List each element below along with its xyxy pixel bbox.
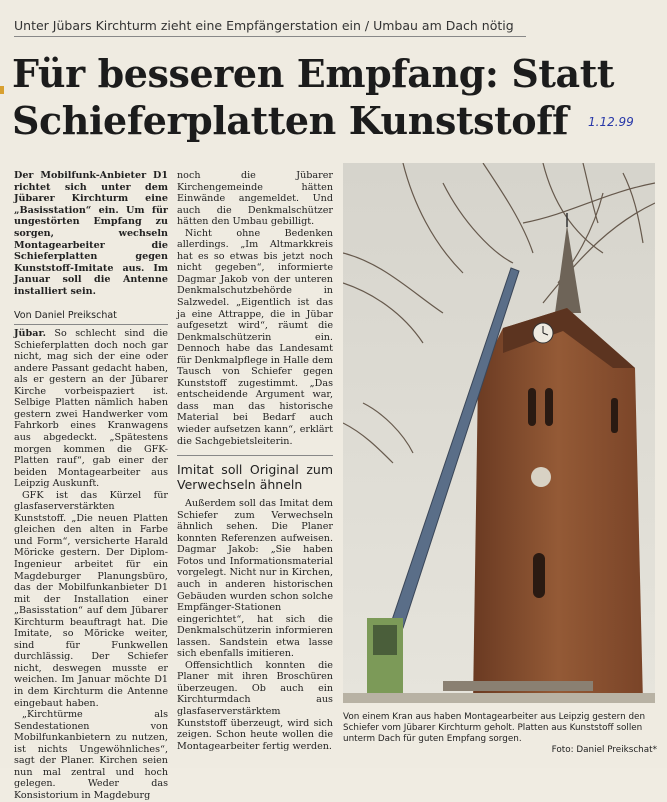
body-paragraph: noch die Jübarer Kirchengemeinde hätten Einwände angemeldet. Und auch die Denkmalschützer hätten den Umbau gebilligt. bbox=[177, 170, 333, 228]
headline-line-2: Schieferplatten Kunststoff bbox=[12, 98, 569, 143]
handwritten-date: 1.12.99 bbox=[588, 115, 634, 129]
body-paragraph: „Kirchtürme als Sendestationen von Mobilfunkanbietern zu nutzen, ist nichts Ungewöhnliches“, sagt der Planer. Kirchen seien nun mal zentral und hoch gelegen. Weder das Konsistorium in Magdeburg bbox=[14, 709, 168, 801]
body-paragraph bbox=[14, 328, 168, 490]
article-column-1 bbox=[14, 170, 168, 802]
photo-credit: Foto: Daniel Preikschat* bbox=[551, 745, 657, 755]
byline: Von Daniel Preikschat bbox=[14, 310, 168, 326]
headline bbox=[12, 50, 652, 144]
headline-line-1: Für besseren Empfang: Statt bbox=[12, 51, 615, 96]
church-tower-photo bbox=[343, 163, 655, 703]
photo-illustration bbox=[343, 163, 655, 703]
photo-caption bbox=[343, 712, 657, 756]
lead-paragraph: Der Mobilfunk-Anbieter D1 richtet sich unter dem Jübarer Kirchturm eine „Basisstation“ ein. Um für ungestörten Empfang zu sorgen, wechseln Montagearbeiter die Schieferplatten gegen Kunststoff-Imitate aus. Im Januar soll die Antenne installiert sein. bbox=[14, 170, 168, 297]
edge-marker bbox=[0, 86, 4, 94]
article-column-2 bbox=[177, 170, 333, 752]
body-paragraph: GFK ist das Kürzel für glasfaserverstärkten Kunststoff. „Die neuen Platten gleichen den alten in Farbe und Form“, versicherte Harald Möricke gestern. Der Diplom-Ingenieur arbeitet für ein Magdeburger Planungsbüro, das der Mobilfunkanbieter D1 mit der Installation einer „Basisstation“ auf dem Jübarer Kirchturm beauftragt hat. Die Imitate, so Möricke weiter, sind für Funkwellen durchlässig. Der Schiefer nicht, deswegen musste er weichen. Im Januar möchte D1 in dem Kirchturm die Antenne eingebaut haben. bbox=[14, 489, 168, 709]
body-paragraph: Außerdem soll das Imitat dem Schiefer zum Verwechseln ähnlich sehen. Die Planer konnten Referenzen aufweisen. Dagmar Jakob: „Sie haben Fotos und Informationsmaterial vorgelegt. Nicht nur in Kirchen, auch in anderen historischen Gebäuden wurden schon solche Empfänger-Stationen eingerichtet“, hat sich die Denkmalschützerin informieren lassen. Sandstein etwa lasse sich ebenfalls imitieren. bbox=[177, 498, 333, 660]
dateline-place: Jübar. bbox=[14, 328, 46, 340]
caption-text: Von einem Kran aus haben Montagearbeiter aus Leipzig gestern den Schiefer vom Jübarer Kirchturm geholt. Platten aus Kunststoff sollen unterm Dach für guten Empfang sorgen. bbox=[343, 712, 646, 744]
subheading: Imitat soll Original zum Verwechseln ähneln bbox=[177, 455, 333, 492]
body-paragraph: Nicht ohne Bedenken allerdings. „Im Altmarkkreis hat es so etwas bis jetzt noch nicht gegeben“, informierte Dagmar Jakob von der unteren Denkmalschutzbehörde in Salzwedel. „Eigentlich ist das ja eine Attrappe, die in Jübar aufgesetzt wird“, räumt die Denkmalschützerin ein. Dennoch habe das Landesamt für Denkmalpflege in Halle dem Tausch von Schiefer gegen Kunststoff zugestimmt. „Das entscheidende Argument war, dass man das historische Material bei Bedarf auch wieder aufsetzen kann“, erklärt die Sachgebietsleiterin. bbox=[177, 227, 333, 447]
body-text: So schlecht sind die Schieferplatten doch noch gar nicht, mag sich der eine oder andere Passant gedacht haben, als er gestern an der Jübarer Kirche vorbeispaziert ist. Selbige Platten nämlich haben gestern zwei Handwerker vom Fahrkorb eines Kranwagens aus abgedeckt. „Spätestens morgen kommen die GFK-Platten rauf“, gab einer der beiden Montagearbeiter aus Leipzig Auskunft. bbox=[14, 328, 168, 490]
body-paragraph: Offensichtlich konnten die Planer mit ihren Broschüren überzeugen. Ob auch ein Kirchturmdach aus glasfaserverstärktem Kunststoff überzeugt, wird sich zeigen. Schon heute wollen die Montagearbeiter fertig werden. bbox=[177, 659, 333, 752]
kicker-line: Unter Jübars Kirchturm zieht eine Empfängerstation ein / Umbau am Dach nötig bbox=[14, 18, 526, 37]
